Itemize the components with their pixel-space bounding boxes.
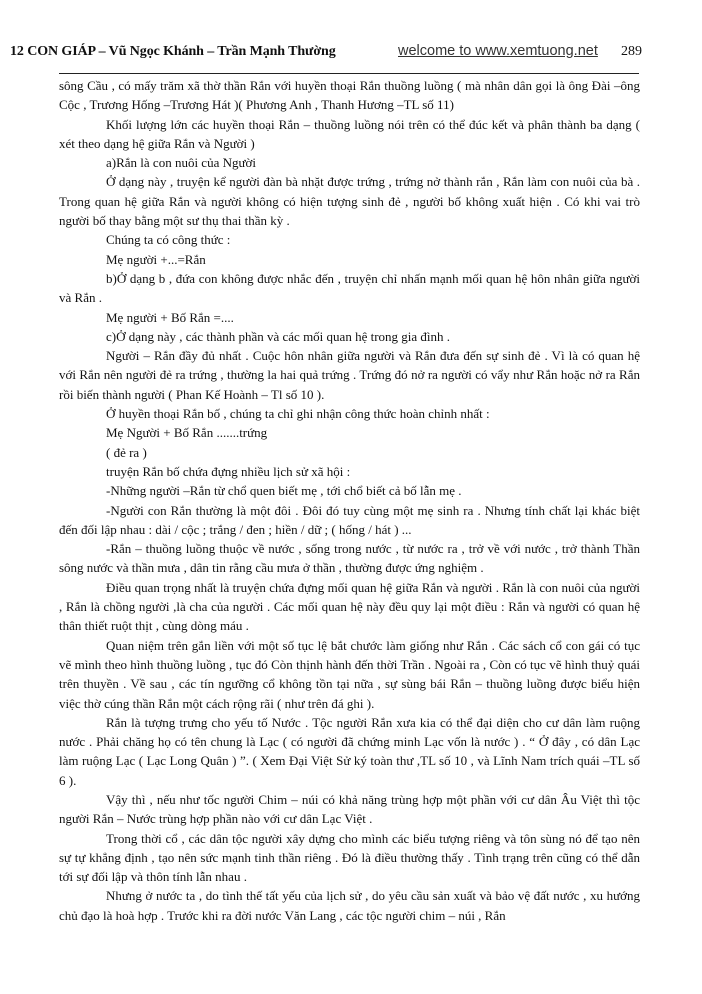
paragraph: c)Ở dạng này , các thành phần và các mối quan hệ trong gia đình . <box>106 328 451 344</box>
header-divider <box>59 73 639 74</box>
paragraph: Ở dạng này , truyện kể người đàn bà nhặt được trứng , trứng nở thành rắn , Rắn làm con nuôi của bà . Trong quan hệ giữa Rắn và người không có hiện tượng sinh đẻ , người bố không xuất hiện . Có khi vai trò người bố thay bằng một sư thụ thai thần kỳ . <box>59 174 640 229</box>
paragraph: Ở huyền thoại Rắn bố , chúng ta chỉ ghi nhận công thức hoàn chỉnh nhất : <box>106 406 490 422</box>
paragraph: Rắn là tượng trưng cho yếu tố Nước . Tộc người Rắn xưa kia có thể đại diện cho cư dân làm ruộng nước . Phải chăng họ có tên chung là Lạc ( có người đã chứng minh Lạc vốn là nước ) . “ Ở đây , có dân Lạc làm ruộng Lạc ( Lạc Long Quân ) ”. ( Xem Đại Việt Sử ký toàn thư ,TL số 10 , và Lĩnh Nam trích quái –TL số 6 ). <box>59 714 640 788</box>
paragraph: a)Rắn là con nuôi của Người <box>106 155 257 171</box>
paragraph: Mẹ người +...=Rắn <box>106 251 206 267</box>
paragraph: Mẹ người + Bố Rắn =.... <box>106 309 234 325</box>
paragraph: -Rắn – thuồng luồng thuộc về nước , sống trong nước , từ nước ra , trở về với nước , trở thành Thần sông nước và thần mưa , dân tin rằng cầu mưa ở thần , thường được ứng nghiệm . <box>59 541 640 576</box>
paragraph: Điều quan trọng nhất là truyện chứa đựng mối quan hệ giữa Rắn và người . Rắn là con nuôi của người , Rắn là chồng người ,là cha của người . Các mối quan hệ này đều quy lại một điều : Rắn và người có quan hệ thân thiết ruột thịt , cùng dòng máu . <box>59 579 640 634</box>
book-title: 12 CON GIÁP – Vũ Ngọc Khánh – Trần Mạnh Thường <box>10 44 336 59</box>
paragraph: Chúng ta có công thức : <box>106 232 231 248</box>
paragraph: b)Ở dạng b , đứa con không được nhắc đến , truyện chỉ nhấn mạnh mối quan hệ hôn nhân giữa người và Rắn . <box>59 270 640 306</box>
paragraph: Trong thời cổ , các dân tộc người xây dựng cho mình các biểu tượng riêng và tôn sùng nó để tạo nên sự tự khẳng định , tạo nên sức mạnh tinh thần riêng . Đó là điều thường thấy . Tình trạng trên cũng có thể dẫn tới sự đối lập và thôn tính lẫn nhau . <box>59 830 640 885</box>
website-link[interactable]: welcome to www.xemtuong.net <box>398 43 598 59</box>
paragraph: -Những người –Rắn từ chổ quen biết mẹ , tới chổ biết cả bố lẫn mẹ . <box>106 483 462 499</box>
paragraph: Mẹ Người + Bố Rắn .......trứng <box>106 425 268 441</box>
body-text <box>59 76 640 925</box>
page-header <box>10 44 690 64</box>
paragraph: ( đẻ ra ) <box>106 444 147 460</box>
paragraph: Khối lượng lớn các huyền thoại Rắn – thuồng luồng nói trên có thể đúc kết và phân thành ba dạng ( xét theo dạng hệ giữa Rắn và Người ) <box>59 116 640 151</box>
page-number: 289 <box>621 44 642 59</box>
paragraph: sông Cầu , có mấy trăm xã thờ thần Rắn với huyền thoại Rắn thuồng luồng ( mà nhân dân gọi là ông Đài –ông Cộc , Trương Hống –Trương Hát )( Phương Anh , Thanh Hương –TL số 11) <box>59 78 640 113</box>
paragraph: truyện Rắn bố chứa đựng nhiều lịch sử xã hội : <box>106 463 351 479</box>
paragraph: Vậy thì , nếu như tốc người Chim – núi có khả năng trùng hợp một phần với cư dân Âu Việt thì tộc người Rắn – Nước trùng hợp phần nào với cư dân Lạc Việt . <box>59 791 640 827</box>
paragraph: Người – Rắn đầy đủ nhất . Cuộc hôn nhân giữa người và Rắn đưa đến sự sinh đẻ . Vì là có quan hệ với Rắn nên người đẻ ra trứng , thường la hai quả trứng . Trứng đó nở ra người có vẩy như Rắn hoặc nở ra Rắn rồi biến thành người ( Phan Kế Hoành – Tl số 10 ). <box>59 348 640 402</box>
paragraph: -Người con Rắn thường là một đôi . Đôi đó tuy cùng một mẹ sinh ra . Nhưng tính chất lại khác biệt đến đối lập nhau : dài / cộc ; trắng / đen ; hiền / dữ ; ( hống / hát ) ... <box>59 502 640 537</box>
paragraph: Quan niệm trên gắn liền với một số tục lệ bắt chước làm giống như Rắn . Các sách cổ con gái có tục vẽ mình theo hình thuồng luồng , tục đó Còn thịnh hành đến thời Trần . Ngoài ra , Còn có tục vẽ hình thuỷ quái trên thuyền . Về sau , các tín ngưỡng cổ không tồn tại nữa , sự sùng bái Rắn – thuồng luồng được biểu hiện việc thờ cúng thần Rắn một cách rộng rãi ( như trên đá ghi ). <box>59 637 640 711</box>
paragraph: Nhưng ở nước ta , do tình thế tất yếu của lịch sử , do yêu cầu sản xuất và bảo vệ đất nước , xu hướng chủ đạo là hoà hợp . Trước khi ra đời nước Văn Lang , các tộc người chim – núi , Rắn <box>59 888 640 923</box>
